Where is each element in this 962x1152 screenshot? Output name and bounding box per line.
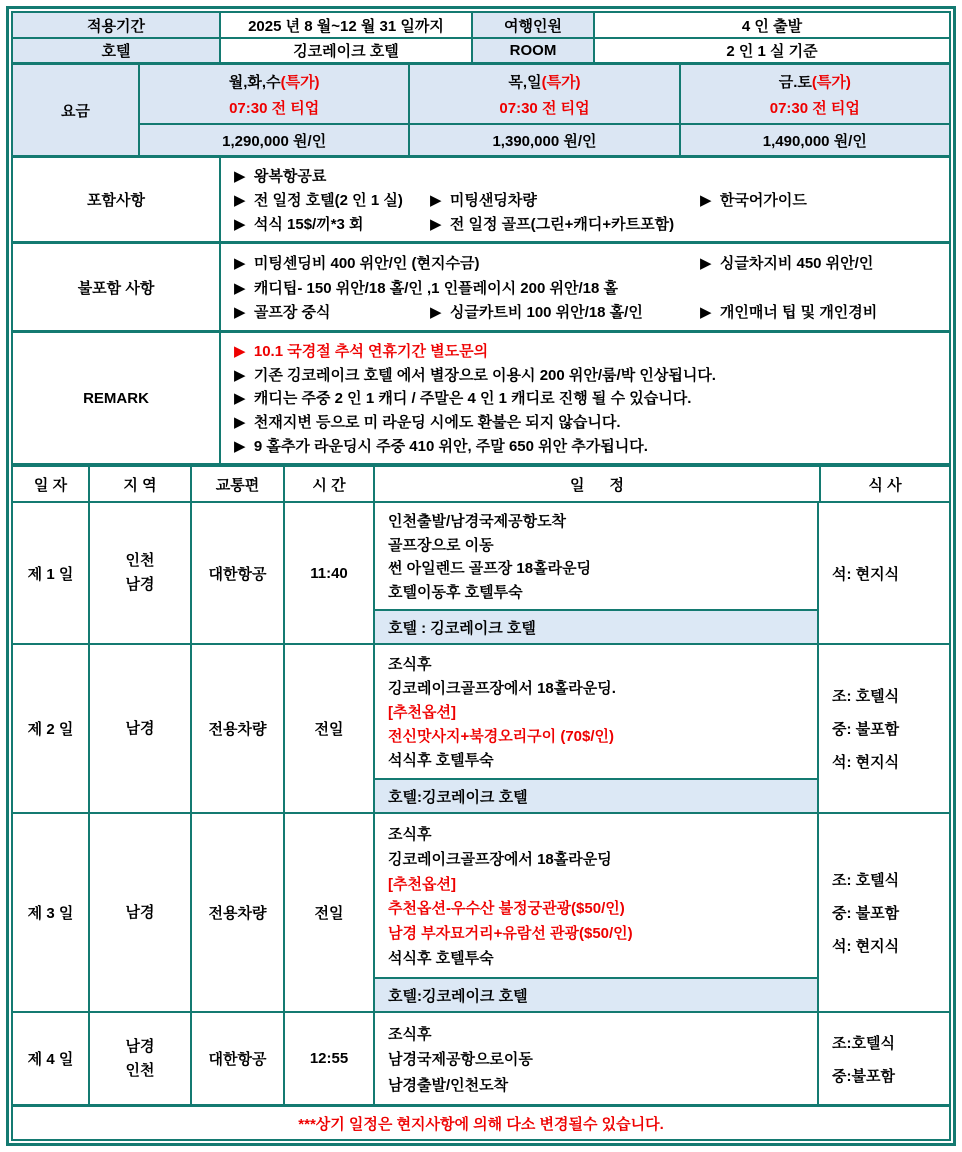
footer-disclaimer: ***상기 일정은 현지사항에 의해 다소 변경될수 있습니다. bbox=[298, 1115, 664, 1133]
included-line: ▶ 석식 15$/끼*3 회 ▶ 전 일정 골프(그린+캐디+카트포함) bbox=[234, 216, 675, 233]
schedule-day-row-1 bbox=[13, 503, 949, 645]
remark-section bbox=[13, 333, 949, 467]
hotel-subrow: 호텔:깅코레이크 호텔 bbox=[375, 977, 817, 1011]
day-meals: 조: 호텔식 중: 불포함 석: 현지식 bbox=[832, 688, 900, 771]
day-time: 11:40 bbox=[283, 503, 373, 643]
col-header-region: 지 역 bbox=[88, 467, 190, 501]
period-value: 2025 년 8 월~12 월 31 일까지 bbox=[219, 13, 471, 37]
remark-line: ▶ 기존 깅코레이크 호텔 에서 별장으로 이용시 200 위안/룸/박 인상됩니다. bbox=[234, 366, 716, 384]
info-row-period bbox=[13, 13, 949, 39]
hotel-subrow: 호텔:깅코레이크 호텔 bbox=[375, 778, 817, 812]
price-value-1: 1,290,000 원/인 bbox=[138, 123, 408, 155]
schedule-day-row-3 bbox=[13, 814, 949, 1013]
day-time: 12:55 bbox=[283, 1013, 373, 1104]
price-value-2: 1,390,000 원/인 bbox=[408, 123, 678, 155]
period-label: 적용기간 bbox=[13, 13, 219, 37]
itinerary-lines: 조식후 깅코레이크골프장에서 18홀라운딩. [추천옵션] 전신맛사지+북경오리구이 (70$/인) 석식후 호텔투숙 bbox=[388, 656, 616, 769]
price-day-header-3 bbox=[679, 65, 949, 123]
day-number: 제 1 일 bbox=[27, 565, 74, 583]
hotel-value: 깅코레이크 호텔 bbox=[219, 39, 471, 62]
day-region: 남경 bbox=[88, 814, 190, 1011]
excluded-body bbox=[219, 244, 949, 330]
price-days-2: 목,일(특가) bbox=[508, 73, 581, 91]
day-itinerary bbox=[373, 1013, 819, 1104]
remark-line: ▶ 천재지변 등으로 미 라운딩 시에도 환불은 되지 않습니다. bbox=[234, 414, 621, 432]
day-transport: 전용차량 bbox=[190, 645, 283, 812]
price-teeoff-1: 07:30 전 티업 bbox=[229, 99, 320, 117]
excluded-label: 불포함 사항 bbox=[77, 279, 155, 297]
itinerary-table-inner bbox=[11, 11, 951, 1141]
day-itinerary bbox=[373, 645, 819, 812]
hotel-subrow: 호텔 : 깅코레이크 호텔 bbox=[375, 609, 817, 643]
schedule-day-row-2 bbox=[13, 645, 949, 814]
day-transport: 대한항공 bbox=[190, 503, 283, 643]
price-section bbox=[13, 65, 949, 158]
day-meals: 조: 호텔식 중: 불포함 석: 현지식 bbox=[832, 872, 900, 955]
day-meals: 조:호텔식 중:불포함 bbox=[832, 1034, 895, 1085]
schedule-header bbox=[13, 467, 949, 503]
room-value: 2 인 1 실 기준 bbox=[593, 39, 949, 62]
day-meals: 석: 현지식 bbox=[832, 565, 900, 583]
itinerary-lines: 조식후 깅코레이크골프장에서 18홀라운딩 [추천옵션] 추천옵션-우수산 불정궁관광($50/인) 남경 부자묘거리+유람선 관광($50/인) 석식후 호텔투숙 bbox=[388, 825, 633, 968]
schedule-day-row-4 bbox=[13, 1013, 949, 1107]
day-number: 제 2 일 bbox=[27, 721, 74, 738]
day-region: 남경 bbox=[88, 645, 190, 812]
pax-label: 여행인원 bbox=[471, 13, 593, 37]
remark-label: REMARK bbox=[83, 389, 149, 407]
day-time: 전일 bbox=[283, 814, 373, 1011]
itinerary-lines: 조식후 남경국제공항으로이동 남경출발/인천도착 bbox=[388, 1025, 533, 1094]
remark-line: ▶ 캐디는 주중 2 인 1 캐디 / 주말은 4 인 1 캐디로 진행 될 수 있습니다. bbox=[234, 390, 692, 408]
included-line: ▶ 전 일정 호텔(2 인 1 실) ▶ 미팅샌딩차량 ▶ 한국어가이드 bbox=[234, 192, 807, 209]
itinerary-lines: 인천출발/남경국제공항도착 골프장으로 이동 썬 아일렌드 골프장 18홀라운딩 호텔이동후 호텔투숙 bbox=[388, 513, 592, 601]
day-transport: 대한항공 bbox=[190, 1013, 283, 1104]
price-days-3: 금.토(특가) bbox=[778, 73, 851, 91]
day-region: 남경 인천 bbox=[88, 1013, 190, 1104]
day-itinerary bbox=[373, 503, 819, 643]
price-day-header-2 bbox=[408, 65, 678, 123]
excluded-line: ▶ 골프장 중식 ▶ 싱글카트비 100 위안/18 홀/인 ▶ 개인매너 팁 및 개인경비 bbox=[234, 304, 878, 322]
price-teeoff-3: 07:30 전 티업 bbox=[769, 99, 860, 117]
day-region: 인천 남경 bbox=[88, 503, 190, 643]
excluded-line: ▶ 캐디팁- 150 위안/18 홀/인 ,1 인플레이시 200 위안/18 홀 bbox=[234, 279, 618, 297]
col-header-day: 일 자 bbox=[33, 476, 68, 494]
day-time: 전일 bbox=[283, 645, 373, 812]
price-day-header-1 bbox=[138, 65, 408, 123]
day-transport: 전용차량 bbox=[190, 814, 283, 1011]
room-label: ROOM bbox=[471, 39, 593, 62]
included-line: ▶ 왕복항공료 bbox=[234, 168, 327, 185]
price-value-3: 1,490,000 원/인 bbox=[679, 123, 949, 155]
remark-body bbox=[219, 333, 949, 463]
excluded-line: ▶ 미팅센딩비 400 위안/인 (현지수금) ▶ 싱글차지비 450 위안/인 bbox=[234, 254, 874, 272]
info-row-hotel bbox=[13, 39, 949, 65]
remark-line: ▶ 10.1 국경절 추석 연휴기간 별도문의 bbox=[234, 342, 489, 360]
hotel-label: 호텔 bbox=[13, 39, 219, 62]
pax-value: 4 인 출발 bbox=[593, 13, 949, 37]
col-header-time: 시 간 bbox=[283, 467, 373, 501]
itinerary-table bbox=[6, 6, 956, 1146]
col-header-meals: 식 사 bbox=[819, 467, 949, 501]
price-label: 요금 bbox=[61, 102, 90, 120]
day-number: 제 3 일 bbox=[27, 905, 74, 922]
included-section bbox=[13, 158, 949, 244]
day-itinerary bbox=[373, 814, 819, 1011]
day-number: 제 4 일 bbox=[27, 1051, 74, 1068]
included-label: 포함사항 bbox=[87, 192, 145, 209]
price-teeoff-2: 07:30 전 티업 bbox=[499, 99, 590, 117]
remark-line: ▶ 9 홀추가 라운딩시 주중 410 위안, 주말 650 위안 추가됩니다. bbox=[234, 438, 648, 456]
col-header-itinerary: 일 정 bbox=[373, 467, 819, 501]
excluded-section bbox=[13, 244, 949, 333]
included-body bbox=[219, 158, 949, 241]
price-days-1: 월,화,수(특가) bbox=[228, 73, 320, 91]
col-header-transport: 교통편 bbox=[190, 467, 283, 501]
